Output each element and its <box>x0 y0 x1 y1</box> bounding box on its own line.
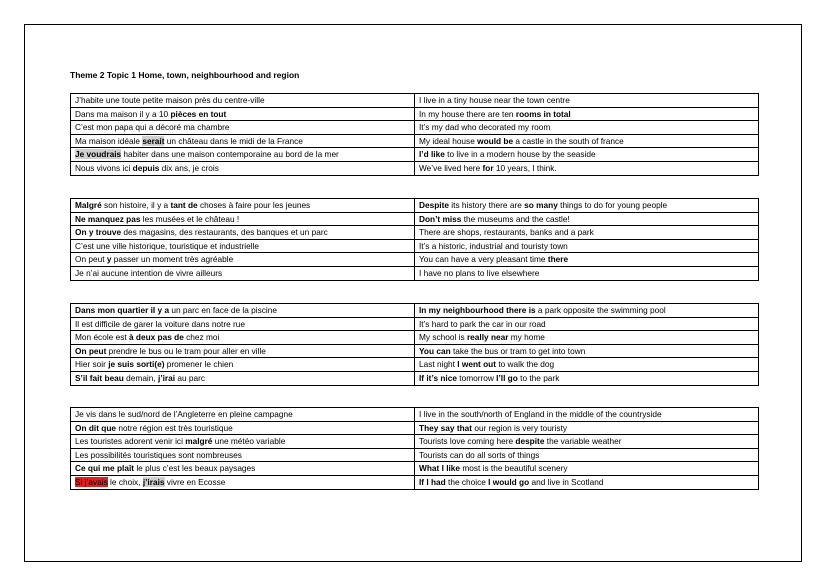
phrase-segment: y <box>106 254 112 265</box>
phrase-segment: j’irais <box>142 476 165 487</box>
phrase-segment: our region is very touristy <box>472 422 568 433</box>
phrase-segment: Dans ma maison il y a 10 <box>75 108 171 119</box>
phrase-segment: a castle in the south of france <box>513 135 624 146</box>
phrase-segment: I live in a tiny house near the town centre <box>419 95 570 105</box>
english-translation-cell <box>415 107 759 121</box>
french-phrase-cell <box>71 475 415 489</box>
table-row <box>71 358 759 372</box>
english-translation-cell <box>415 304 759 318</box>
french-phrase-cell <box>71 134 415 148</box>
phrase-segment: to the park <box>517 372 560 383</box>
table-row <box>71 448 759 462</box>
phrase-segment: On y trouve <box>75 227 122 238</box>
phrase-segment: If I had <box>419 476 446 487</box>
english-translation-cell <box>415 421 759 435</box>
phrase-segment: I would go <box>488 476 530 487</box>
phrase-segment: demain, <box>123 372 159 383</box>
phrase-segment: tant de <box>170 200 198 210</box>
french-phrase-cell <box>71 371 415 385</box>
phrase-segment: Ma maison idéale <box>75 135 143 146</box>
english-translation-cell <box>415 462 759 476</box>
english-translation-cell <box>415 344 759 358</box>
french-phrase-cell <box>71 94 415 108</box>
phrase-segment: depuis <box>132 162 160 173</box>
phrase-segment: au parc <box>175 372 206 383</box>
phrase-segment: My school is <box>419 332 467 343</box>
english-translation-cell <box>415 448 759 462</box>
phrase-segment: take the bus or tram to get into town <box>450 345 586 356</box>
english-translation-cell <box>415 94 759 108</box>
phrase-segment: J’habite une toute petite maison près du centre-ville <box>75 95 265 105</box>
french-phrase-cell <box>71 107 415 121</box>
phrase-segment: Tourists love coming here <box>419 436 516 447</box>
phrase-segment: Les touristes adorent venir ici <box>75 436 186 447</box>
phrase-segment: I’d like <box>419 149 445 160</box>
phrase-segment: despite <box>515 436 545 447</box>
phrase-segment: It’s my dad who decorated my room <box>419 122 551 133</box>
french-phrase-cell <box>71 317 415 331</box>
table-row <box>71 421 759 435</box>
phrase-segment: Mon école est <box>75 332 129 343</box>
phrase-segment: dix ans, je crois <box>159 162 219 173</box>
phrase-segment: Despite <box>419 200 449 210</box>
english-translation-cell <box>415 317 759 331</box>
table-row <box>71 107 759 121</box>
english-translation-cell <box>415 226 759 240</box>
table-row <box>71 344 759 358</box>
phrase-segment: What I like <box>419 463 461 474</box>
table-row <box>71 212 759 226</box>
english-translation-cell <box>415 266 759 280</box>
phrase-segment: à deux pas de <box>128 332 184 343</box>
phrase-segment: and live in Scotland <box>529 476 604 487</box>
phrase-segment: Je vis dans le sud/nord de l’Angleterre en pleine campagne <box>75 409 293 419</box>
phrase-segment: We’ve lived here <box>419 162 483 173</box>
phrase-segment: Les possibilités touristiques sont nombreuses <box>75 449 242 460</box>
french-phrase-cell <box>71 408 415 422</box>
phrase-segment: to live in a modern house by the seaside <box>444 149 596 160</box>
phrase-segment: 10 years, I think. <box>493 162 557 173</box>
phrase-segment: Ne manquez pas <box>75 213 141 224</box>
phrase-segment: On peut <box>75 345 107 356</box>
phrase-segment: You can <box>419 345 451 356</box>
french-phrase-cell <box>71 253 415 267</box>
phrase-segment: Don’t miss <box>419 213 462 224</box>
phrase-segment: un château dans le midi de la France <box>164 135 303 146</box>
french-phrase-cell <box>71 226 415 240</box>
english-translation-cell <box>415 331 759 345</box>
phrase-segment: Hier soir <box>75 359 109 370</box>
phrase-segment: serait <box>142 135 165 146</box>
table-row <box>71 408 759 422</box>
phrase-segment: rooms in total <box>515 108 571 119</box>
table-row <box>71 317 759 331</box>
table-row <box>71 134 759 148</box>
phrase-segment: In my house there are ten <box>419 108 516 119</box>
table-row <box>71 462 759 476</box>
english-translation-cell <box>415 212 759 226</box>
phrase-segment: le plus c’est les beaux paysages <box>134 463 256 474</box>
phrase-segment: In my neighbourhood there is <box>419 305 536 315</box>
english-translation-cell <box>415 371 759 385</box>
phrase-segment: Malgré <box>75 200 102 210</box>
table-row <box>71 94 759 108</box>
phrase-segment: chez moi <box>183 332 220 343</box>
phrase-segment: most is the beautiful scenery <box>460 463 568 474</box>
french-phrase-cell <box>71 199 415 213</box>
phrase-segment: Il est difficile de garer la voiture dans notre rue <box>75 318 246 329</box>
phrase-segment: Je voudrais <box>75 149 122 160</box>
french-phrase-cell <box>71 161 415 175</box>
phrase-segment: habiter dans une maison contemporaine au bord de la mer <box>121 149 339 160</box>
phrase-segment: une météo variable <box>212 436 286 447</box>
french-phrase-cell <box>71 212 415 226</box>
phrase-segment: S’il fait beau <box>75 372 124 383</box>
phrase-segment: I went out <box>457 359 497 370</box>
phrase-segment: Nous vivons ici <box>75 162 133 173</box>
phrase-segment: Last night <box>419 359 458 370</box>
phrase-segment: On dit que <box>75 422 117 433</box>
phrase-segment: Tourists can do all sorts of things <box>419 449 540 460</box>
table-row <box>71 331 759 345</box>
french-phrase-cell <box>71 421 415 435</box>
phrase-segment: pièces en tout <box>170 108 227 119</box>
vocab-table-neighbourhood <box>70 303 759 386</box>
phrase-segment: Je n’ai aucune intention de vivre ailleurs <box>75 267 223 278</box>
page-title: Theme 2 Topic 1 Home, town, neighbourhood and region <box>70 70 300 80</box>
french-phrase-cell <box>71 239 415 253</box>
phrase-segment: promener le chien <box>164 359 234 370</box>
english-translation-cell <box>415 134 759 148</box>
table-row <box>71 253 759 267</box>
english-translation-cell <box>415 408 759 422</box>
phrase-segment: so many <box>524 200 558 210</box>
french-phrase-cell <box>71 121 415 135</box>
phrase-segment: the museums and the castle! <box>461 213 570 224</box>
phrase-segment: to walk the dog <box>496 359 555 370</box>
phrase-segment: really near <box>466 332 509 343</box>
french-phrase-cell <box>71 304 415 318</box>
table-row <box>71 304 759 318</box>
table-row <box>71 239 759 253</box>
table-row <box>71 161 759 175</box>
phrase-segment: the variable weather <box>544 436 622 447</box>
phrase-segment: notre région est très touristique <box>116 422 233 433</box>
table-row <box>71 435 759 449</box>
english-translation-cell <box>415 475 759 489</box>
phrase-segment: j’irai <box>158 372 176 383</box>
phrase-segment: It’s hard to park the car in our road <box>419 318 546 329</box>
phrase-segment: C’est mon papa qui a décoré ma chambre <box>75 122 230 133</box>
french-phrase-cell <box>71 435 415 449</box>
phrase-segment: tomorrow <box>456 372 497 383</box>
phrase-segment: They say that <box>419 422 473 433</box>
english-translation-cell <box>415 161 759 175</box>
table-row <box>71 226 759 240</box>
phrase-segment: for <box>482 162 494 173</box>
vocab-table-town <box>70 198 759 281</box>
phrase-segment: vivre en Ecosse <box>164 476 226 487</box>
phrase-segment: There are shops, restaurants, banks and a park <box>419 227 594 238</box>
french-phrase-cell <box>71 448 415 462</box>
table-row <box>71 121 759 135</box>
phrase-segment: the choice <box>445 476 489 487</box>
english-translation-cell <box>415 121 759 135</box>
phrase-segment: You can have a very pleasant time <box>419 254 548 265</box>
vocab-table-home <box>70 93 759 176</box>
phrase-segment: It’s a historic, industrial and touristy town <box>419 240 568 251</box>
english-translation-cell <box>415 253 759 267</box>
french-phrase-cell <box>71 266 415 280</box>
phrase-segment: son histoire, il y a <box>101 200 171 210</box>
phrase-segment: les musées et le château ! <box>140 213 240 224</box>
table-row <box>71 148 759 162</box>
vocab-table-region <box>70 407 759 490</box>
phrase-segment: Dans mon quartier il y a <box>75 305 170 315</box>
french-phrase-cell <box>71 462 415 476</box>
phrase-segment: its history there are <box>448 200 525 210</box>
phrase-segment: malgré <box>185 436 213 447</box>
phrase-segment: On peut <box>75 254 107 265</box>
french-phrase-cell <box>71 148 415 162</box>
phrase-segment: prendre le bus ou le tram pour aller en ville <box>106 345 266 356</box>
phrase-segment: le choix, <box>107 476 143 487</box>
phrase-segment: choses à faire pour les jeunes <box>197 200 311 210</box>
phrase-segment: C’est une ville historique, touristique et industrielle <box>75 240 260 251</box>
english-translation-cell <box>415 239 759 253</box>
english-translation-cell <box>415 435 759 449</box>
phrase-segment: a park opposite the swimming pool <box>535 305 666 315</box>
phrase-segment: My ideal house <box>419 135 478 146</box>
table-row <box>71 371 759 385</box>
phrase-segment: I’ll go <box>496 372 518 383</box>
english-translation-cell <box>415 148 759 162</box>
french-phrase-cell <box>71 331 415 345</box>
phrase-segment: things to do for young people <box>557 200 668 210</box>
table-row <box>71 475 759 489</box>
phrase-segment: Si j’avais <box>75 476 108 487</box>
phrase-segment: un parc en face de la piscine <box>169 305 277 315</box>
english-translation-cell <box>415 199 759 213</box>
phrase-segment: des magasins, des restaurants, des banques et un parc <box>121 227 328 238</box>
english-translation-cell <box>415 358 759 372</box>
phrase-segment: I live in the south/north of England in the middle of the countryside <box>419 409 662 419</box>
phrase-segment: I have no plans to live elsewhere <box>419 267 540 278</box>
phrase-segment: je suis sorti(e) <box>108 359 165 370</box>
french-phrase-cell <box>71 358 415 372</box>
phrase-segment: my home <box>508 332 545 343</box>
french-phrase-cell <box>71 344 415 358</box>
table-row <box>71 266 759 280</box>
phrase-segment: Ce qui me plaît <box>75 463 135 474</box>
phrase-segment: would be <box>477 135 514 146</box>
phrase-segment: passer un moment très agréable <box>111 254 234 265</box>
phrase-segment: there <box>547 254 569 265</box>
phrase-segment: If it’s nice <box>419 372 457 383</box>
table-row <box>71 199 759 213</box>
